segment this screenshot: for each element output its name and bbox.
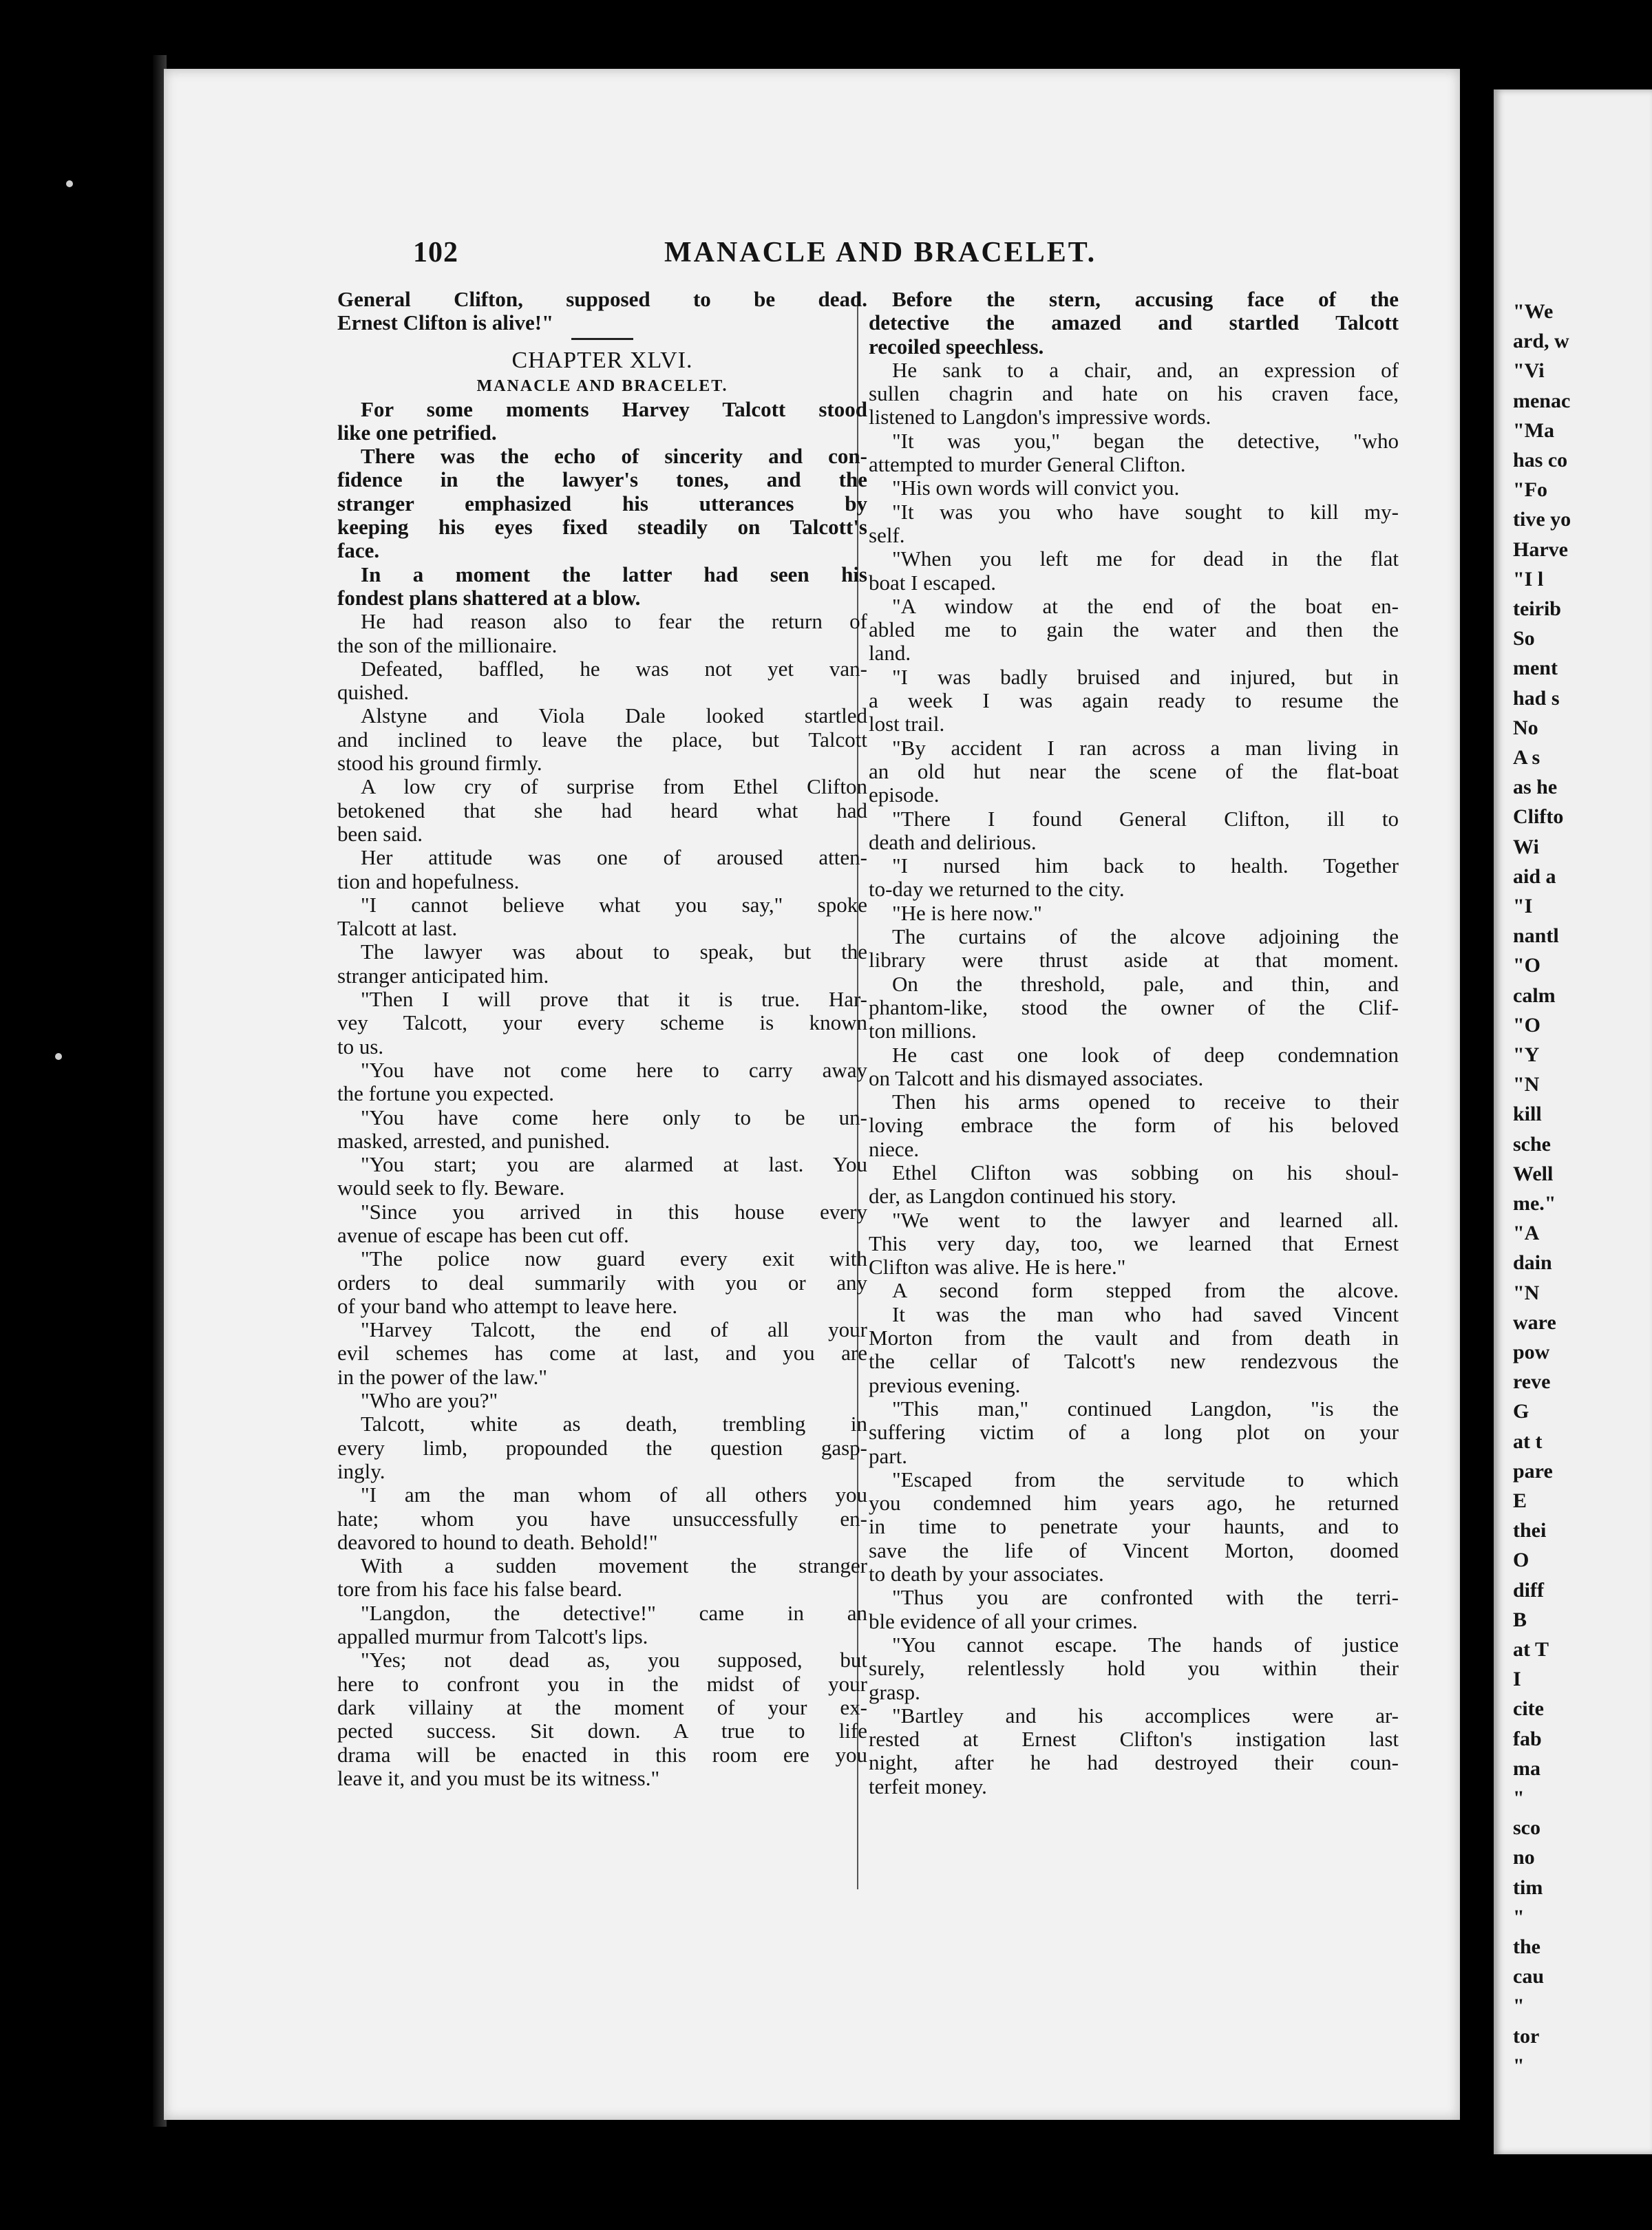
text-line: For some moments Harvey Talcott stood xyxy=(361,396,867,421)
text-line: loving embrace the form of his beloved xyxy=(869,1113,1399,1138)
text-line: Talcott at last. xyxy=(337,916,458,941)
facing-page-fragment: E xyxy=(1513,1489,1527,1512)
facing-page-fragment: " xyxy=(1513,1787,1525,1809)
facing-page-fragment: thei xyxy=(1513,1519,1547,1542)
facing-page-fragment: ment xyxy=(1513,657,1558,680)
text-line: He sank to a chair, and, an expression of xyxy=(892,357,1399,382)
text-line: This very day, too, we learned that Ernest xyxy=(869,1231,1399,1255)
text-line: drama will be enacted in this room ere you xyxy=(337,1742,867,1767)
facing-page-fragment: tive yo xyxy=(1513,508,1571,531)
text-line: quished. xyxy=(337,680,410,705)
text-line: phantom-like, stood the owner of the Clif- xyxy=(869,995,1399,1019)
text-line: listened to Langdon's impressive words. xyxy=(869,405,1211,429)
text-line: orders to deal summarily with you or any xyxy=(337,1270,867,1295)
text-line: It was the man who had saved Vincent xyxy=(892,1302,1399,1326)
text-line: "Harvey Talcott, the end of all your xyxy=(361,1317,867,1342)
text-line: "You start; you are alarmed at last. You xyxy=(361,1152,867,1177)
facing-page-fragment: aid a xyxy=(1513,864,1556,888)
text-line: to death by your associates. xyxy=(869,1562,1104,1586)
text-line: every limb, propounded the question gasp- xyxy=(337,1435,867,1460)
text-line: recoiled speechless. xyxy=(869,334,1044,359)
facing-page-fragment: sco xyxy=(1513,1816,1540,1840)
text-line: "I am the man whom of all others you xyxy=(361,1483,867,1507)
facing-page-fragment: had s xyxy=(1513,686,1560,710)
facing-page-fragment: " xyxy=(1513,1905,1525,1929)
facing-page-fragment: dain xyxy=(1513,1251,1552,1275)
text-line: on Talcott and his dismayed associates. xyxy=(869,1065,1204,1090)
facing-page-fragment: at t xyxy=(1513,1430,1543,1453)
text-line: stood his ground firmly. xyxy=(337,751,542,776)
scan-artifact-dot xyxy=(55,1053,62,1060)
text-line: deavored to hound to death. Behold!" xyxy=(337,1529,658,1554)
text-line: leave it, and you must be its witness." xyxy=(337,1765,660,1790)
text-line: lost trail. xyxy=(869,712,945,736)
text-line: "You cannot escape. The hands of justice xyxy=(892,1632,1399,1657)
text-line: a week I was again ready to resume the xyxy=(869,688,1399,713)
text-line: tion and hopefulness. xyxy=(337,869,520,893)
facing-page-fragment: nantl xyxy=(1513,924,1559,948)
facing-page-fragment: diff xyxy=(1513,1578,1544,1602)
text-line: sullen chagrin and hate on his craven face, xyxy=(869,381,1399,406)
facing-page-fragment: O xyxy=(1513,1549,1529,1572)
text-line: "Escaped from the servitude to which xyxy=(892,1467,1399,1491)
text-line: The curtains of the alcove adjoining the xyxy=(892,924,1399,949)
facing-page-fragment: pare xyxy=(1513,1459,1553,1483)
text-line: hate; whom you have unsuccessfully en- xyxy=(337,1506,867,1531)
text-line: been said. xyxy=(337,821,423,846)
text-line: grasp. xyxy=(869,1679,920,1704)
facing-page-fragment: kill xyxy=(1513,1103,1542,1126)
facing-page-fragment: ard, w xyxy=(1513,330,1569,353)
text-line: General Clifton, supposed to be dead. xyxy=(337,287,867,311)
text-line: tore from his face his false beard. xyxy=(337,1577,623,1602)
text-line: "When you left me for dead in the flat xyxy=(892,546,1399,571)
facing-page-fragment: "Fo xyxy=(1513,478,1547,502)
facing-page-fragment: "O xyxy=(1513,954,1540,977)
text-line: land. xyxy=(869,641,911,666)
text-line: surely, relentlessly hold you within their xyxy=(869,1656,1399,1681)
text-line: "This man," continued Langdon, "is the xyxy=(892,1396,1399,1421)
text-line: an old hut near the scene of the flat-boat xyxy=(869,758,1399,783)
text-line: "Who are you?" xyxy=(361,1388,498,1413)
text-line: "Yes; not dead as, you supposed, but xyxy=(361,1648,867,1672)
text-line: With a sudden movement the stranger xyxy=(361,1553,867,1578)
text-line: ingly. xyxy=(337,1458,385,1483)
text-line: der, as Langdon continued his story. xyxy=(869,1184,1177,1209)
text-line: keeping his eyes fixed steadily on Talcott's xyxy=(337,515,867,540)
text-line: the cellar of Talcott's new rendezvous the xyxy=(869,1349,1399,1374)
text-line: here to confront you in the midst of your xyxy=(337,1671,867,1696)
facing-page-fragment: So xyxy=(1513,627,1535,650)
text-line: to-day we returned to the city. xyxy=(869,877,1125,902)
text-line: like one petrified. xyxy=(337,420,497,445)
facing-page-fragment: G xyxy=(1513,1400,1529,1423)
text-line: "You have not come here to carry away xyxy=(361,1057,867,1082)
facing-page xyxy=(1494,89,1652,2154)
text-line: A low cry of surprise from Ethel Clifton xyxy=(361,774,867,799)
text-line: in the power of the law." xyxy=(337,1364,548,1389)
text-line: Clifton was alive. He is here." xyxy=(869,1255,1126,1279)
text-line: "Bartley and his accomplices were ar- xyxy=(892,1703,1399,1728)
facing-page-fragment: "N xyxy=(1513,1281,1540,1304)
text-line: terfeit money. xyxy=(869,1774,987,1798)
facing-page-fragment: pow xyxy=(1513,1341,1550,1363)
facing-page-fragment: as he xyxy=(1513,776,1558,799)
facing-page-fragment: calm xyxy=(1513,984,1556,1007)
text-line: pected success. Sit down. A true to life xyxy=(337,1719,867,1743)
text-line: betokened that she had heard what had xyxy=(337,798,867,822)
facing-page-fragment: "Vi xyxy=(1513,359,1545,383)
facing-page-fragment: "A xyxy=(1513,1222,1540,1245)
text-line: On the threshold, pale, and thin, and xyxy=(892,971,1399,996)
text-line: to us. xyxy=(337,1034,384,1059)
facing-page-fragment: "Ma xyxy=(1513,418,1554,442)
text-line: vey Talcott, your every scheme is known xyxy=(337,1010,867,1035)
text-line: "His own words will convict you. xyxy=(892,476,1180,500)
facing-page-fragment: Clifto xyxy=(1513,805,1564,829)
facing-page-fragment: "N xyxy=(1513,1073,1540,1096)
text-line: Before the stern, accusing face of the xyxy=(892,287,1399,311)
text-line: abled me to gain the water and then the xyxy=(869,617,1399,642)
text-line: A second form stepped from the alcove. xyxy=(892,1278,1399,1303)
facing-page-fragment: "I xyxy=(1513,895,1533,917)
text-line: in time to penetrate your haunts, and to xyxy=(869,1514,1399,1539)
text-line: you condemned him years ago, he returned xyxy=(869,1491,1399,1516)
facing-page-fragment: "Y xyxy=(1513,1043,1540,1066)
facing-page-fragment: cite xyxy=(1513,1697,1544,1721)
facing-page-fragment: at T xyxy=(1513,1638,1549,1661)
text-line: Then his arms opened to receive to their xyxy=(892,1090,1399,1114)
text-line: the fortune you expected. xyxy=(337,1081,555,1106)
text-line: The lawyer was about to speak, but the xyxy=(361,939,867,964)
text-line: Talcott, white as death, trembling in xyxy=(361,1412,867,1436)
text-line: He cast one look of deep condemnation xyxy=(892,1042,1399,1067)
text-line: "I cannot believe what you say," spoke xyxy=(361,892,867,917)
facing-page-fragment: menac xyxy=(1513,389,1571,412)
text-line: stranger anticipated him. xyxy=(337,963,549,988)
facing-page-fragment: I xyxy=(1513,1668,1521,1691)
text-line: ble evidence of all your crimes. xyxy=(869,1608,1138,1633)
text-line: "It was you," began the detective, "who xyxy=(892,428,1399,453)
text-line: Her attitude was one of aroused atten- xyxy=(361,845,867,870)
text-line: "A window at the end of the boat en- xyxy=(892,593,1399,618)
text-line: the son of the millionaire. xyxy=(337,633,558,657)
facing-page-fragment: the xyxy=(1513,1935,1540,1958)
facing-page-fragment: ware xyxy=(1513,1310,1556,1334)
text-line: "The police now guard every exit with xyxy=(361,1246,867,1271)
page-number: 102 xyxy=(413,237,458,268)
facing-page-fragment: "O xyxy=(1513,1013,1540,1037)
facing-page-fragment: has co xyxy=(1513,449,1568,471)
facing-page-fragment: me." xyxy=(1513,1192,1556,1215)
text-line: "Then I will prove that it is true. Har- xyxy=(361,987,867,1012)
facing-page-fragment: sche xyxy=(1513,1132,1551,1156)
page-title: MANACLE AND BRACELET. xyxy=(664,237,1097,268)
text-line: Morton from the vault and from death in xyxy=(869,1326,1399,1350)
facing-page-fragment: " xyxy=(1513,1995,1525,2018)
text-line: evil schemes has come at last, and you are xyxy=(337,1341,867,1366)
text-line: stranger emphasized his utterances by xyxy=(337,491,867,516)
facing-page-fragment: "We xyxy=(1513,300,1554,323)
text-line: "I nursed him back to health. Together xyxy=(892,853,1399,878)
text-line: Defeated, baffled, he was not yet van- xyxy=(361,656,867,681)
text-line: "I was badly bruised and injured, but in xyxy=(892,664,1399,689)
text-line: appalled murmur from Talcott's lips. xyxy=(337,1624,648,1649)
text-line: suffering victim of a long plot on your xyxy=(869,1420,1399,1445)
left-column xyxy=(337,288,867,1790)
text-line: self. xyxy=(869,522,905,547)
text-line: episode. xyxy=(869,783,940,807)
facing-page-fragment: tim xyxy=(1513,1876,1543,1899)
facing-page-fragment: A s xyxy=(1513,746,1540,769)
chapter-rule xyxy=(571,338,633,340)
text-line: attempted to murder General Clifton. xyxy=(869,452,1186,477)
facing-page-fragment: " xyxy=(1513,2054,1525,2077)
chapter-heading: CHAPTER XLVI. xyxy=(511,347,693,373)
chapter-subtitle: MANACLE AND BRACELET. xyxy=(476,376,728,395)
running-head xyxy=(413,236,1411,274)
text-line: masked, arrested, and punished. xyxy=(337,1128,610,1153)
text-line: In a moment the latter had seen his xyxy=(361,562,867,586)
facing-page-fragment: cau xyxy=(1513,1965,1544,1988)
text-line: "It was you who have sought to kill my- xyxy=(892,499,1399,524)
facing-page-fragment: No xyxy=(1513,716,1538,739)
text-line: ton millions. xyxy=(869,1019,977,1043)
text-line: avenue of escape has been cut off. xyxy=(337,1222,629,1247)
facing-page-fragment: fab xyxy=(1513,1727,1542,1750)
text-line: boat I escaped. xyxy=(869,570,997,595)
text-line: "He is here now." xyxy=(892,900,1042,925)
text-line: niece. xyxy=(869,1136,920,1161)
text-line: Ethel Clifton was sobbing on his shoul- xyxy=(892,1160,1399,1185)
text-line: save the life of Vincent Morton, doomed xyxy=(869,1538,1399,1562)
text-line: "We went to the lawyer and learned all. xyxy=(892,1207,1399,1232)
facing-page-fragment: tor xyxy=(1513,2024,1540,2048)
text-line: library were thrust aside at that moment. xyxy=(869,948,1399,973)
text-line: face. xyxy=(337,538,380,563)
text-line: would seek to fly. Beware. xyxy=(337,1176,565,1200)
text-line: death and delirious. xyxy=(869,829,1037,854)
text-line: There was the echo of sincerity and con- xyxy=(361,444,867,469)
text-line: and inclined to leave the place, but Talcott xyxy=(337,727,867,752)
text-line: He had reason also to fear the return of xyxy=(361,609,867,634)
facing-page-fragment: Wi xyxy=(1513,835,1539,858)
text-line: "Langdon, the detective!" came in an xyxy=(361,1600,867,1625)
text-line: detective the amazed and startled Talcott xyxy=(869,310,1399,335)
facing-page-fragment: teirib xyxy=(1513,597,1561,620)
text-line: Alstyne and Viola Dale looked startled xyxy=(361,703,867,728)
facing-page-fragment: "I l xyxy=(1513,567,1544,591)
facing-page-fragment: ma xyxy=(1513,1756,1540,1780)
right-column xyxy=(869,288,1399,1798)
text-line: "Since you arrived in this house every xyxy=(361,1199,867,1224)
text-line: "There I found General Clifton, ill to xyxy=(892,806,1399,831)
text-line: of your band who attempt to leave here. xyxy=(337,1293,678,1318)
facing-page-fragment: no xyxy=(1513,1846,1535,1869)
text-line: night, after he had destroyed their coun- xyxy=(869,1750,1399,1775)
text-line: fidence in the lawyer's tones, and the xyxy=(337,467,867,492)
text-line: Ernest Clifton is alive!" xyxy=(337,310,554,335)
text-line: rested at Ernest Clifton's instigation last xyxy=(869,1727,1399,1752)
text-line: fondest plans shattered at a blow. xyxy=(337,585,641,610)
text-line: previous evening. xyxy=(869,1372,1021,1397)
text-line: dark villainy at the moment of your ex- xyxy=(337,1695,867,1719)
text-line: part. xyxy=(869,1443,907,1468)
text-line: "Thus you are confronted with the terri- xyxy=(892,1585,1399,1610)
facing-page-fragment: B xyxy=(1513,1608,1527,1631)
facing-page-fragment: Harve xyxy=(1513,538,1568,561)
text-line: "You have come here only to be un- xyxy=(361,1105,867,1129)
facing-page-fragment: Well xyxy=(1513,1162,1554,1185)
text-line: "By accident I ran across a man living in xyxy=(892,735,1399,760)
facing-page-fragment: reve xyxy=(1513,1370,1551,1394)
scan-artifact-dot xyxy=(66,180,73,187)
